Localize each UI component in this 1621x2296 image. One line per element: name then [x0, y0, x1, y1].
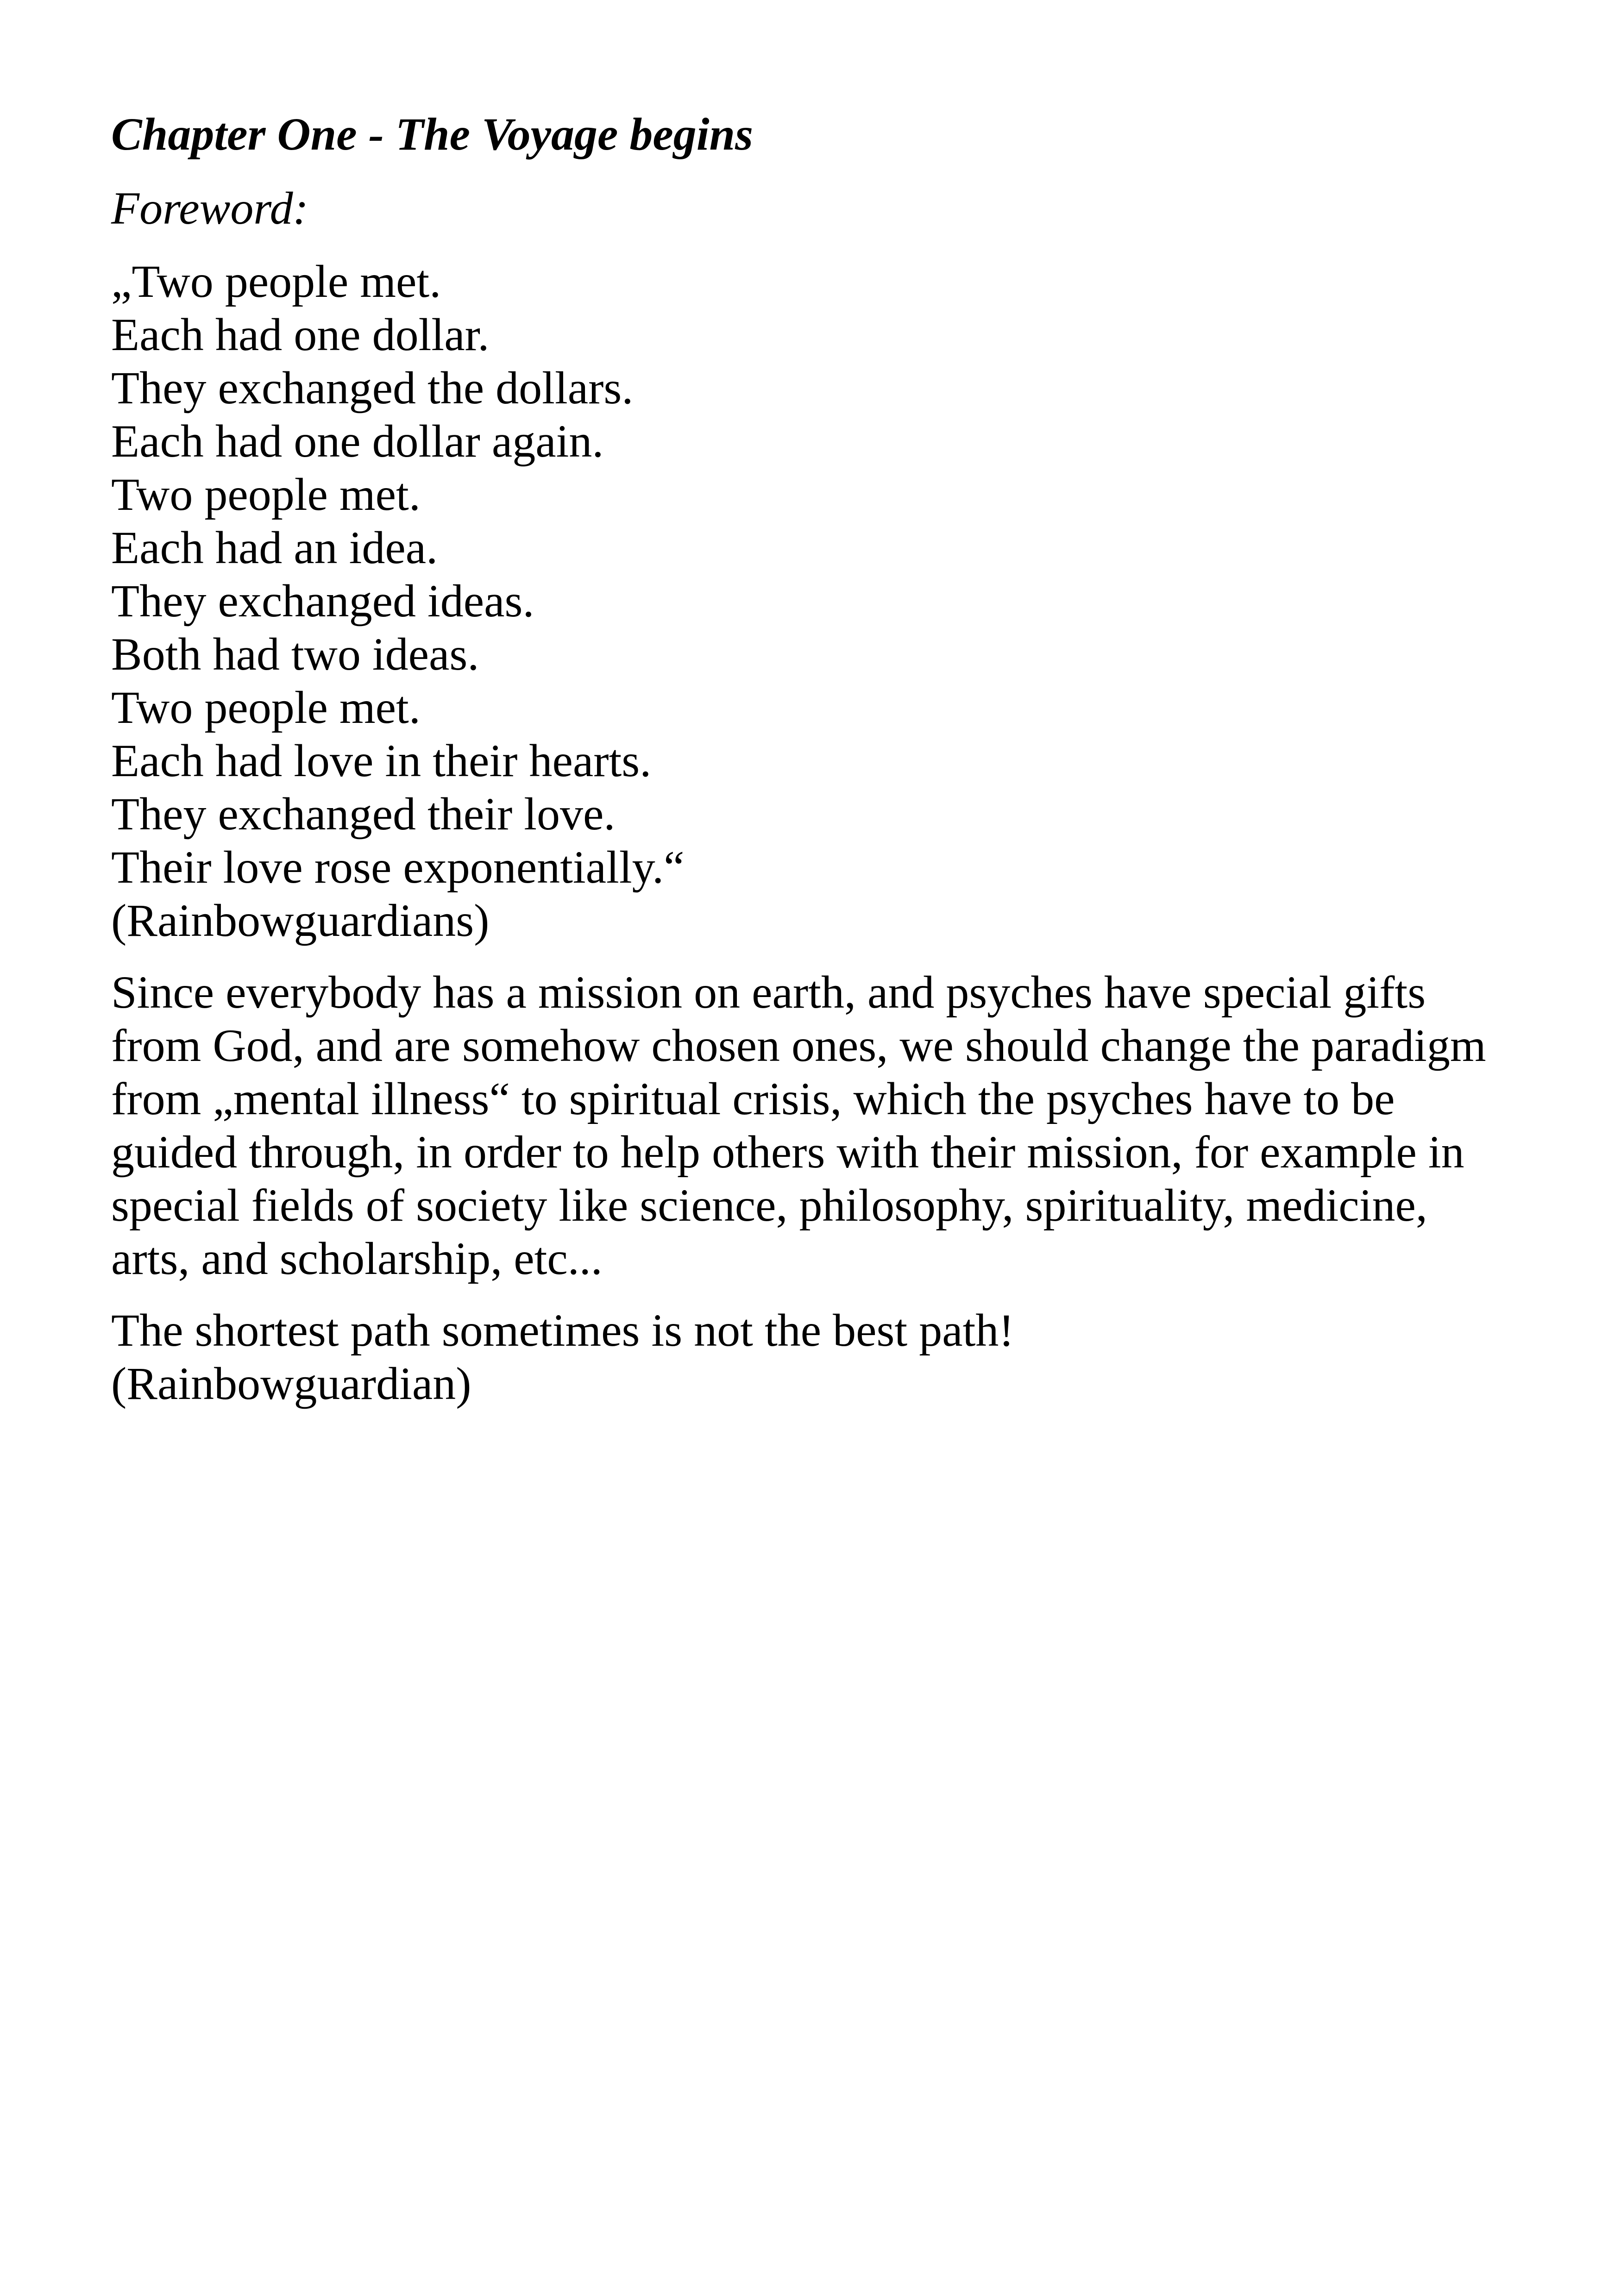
- poem-line: Each had an idea.: [111, 522, 438, 573]
- poem-line: They exchanged ideas.: [111, 575, 534, 627]
- paragraph-line: from „mental illness“ to spiritual crisis, which the psyches have to be: [111, 1073, 1395, 1124]
- poem-line: They exchanged the dollars.: [111, 362, 634, 414]
- poem-attribution: (Rainbowguardians): [111, 895, 490, 946]
- chapter-title: Chapter One - The Voyage begins: [111, 108, 754, 160]
- paragraph-line: guided through, in order to help others with their mission, for example in: [111, 1126, 1464, 1178]
- paragraph-line: special fields of society like science, philosophy, spirituality, medicine,: [111, 1179, 1427, 1231]
- quote-line: The shortest path sometimes is not the best path!: [111, 1305, 1014, 1356]
- quote-attribution: (Rainbowguardian): [111, 1358, 471, 1409]
- foreword-label: Foreword:: [111, 182, 308, 234]
- poem-line: They exchanged their love.: [111, 788, 616, 840]
- body-paragraph: [111, 966, 1510, 1285]
- poem-line: Two people met.: [111, 469, 421, 520]
- poem-line: Each had one dollar again.: [111, 415, 604, 467]
- poem-line: Two people met.: [111, 682, 421, 733]
- document-page: [111, 107, 1510, 1429]
- poem-line: Each had one dollar.: [111, 309, 490, 360]
- quote-block: [111, 1304, 1510, 1410]
- poem-block: [111, 255, 1510, 947]
- poem-line: „Two people met.: [111, 256, 441, 307]
- poem-line: Their love rose exponentially.“: [111, 841, 685, 893]
- poem-line: Each had love in their hearts.: [111, 735, 652, 786]
- paragraph-line: from God, and are somehow chosen ones, we should change the paradigm: [111, 1020, 1486, 1071]
- paragraph-line: arts, and scholarship, etc...: [111, 1233, 603, 1284]
- poem-line: Both had two ideas.: [111, 628, 479, 680]
- paragraph-line: Since everybody has a mission on earth, and psyches have special gifts: [111, 966, 1426, 1018]
